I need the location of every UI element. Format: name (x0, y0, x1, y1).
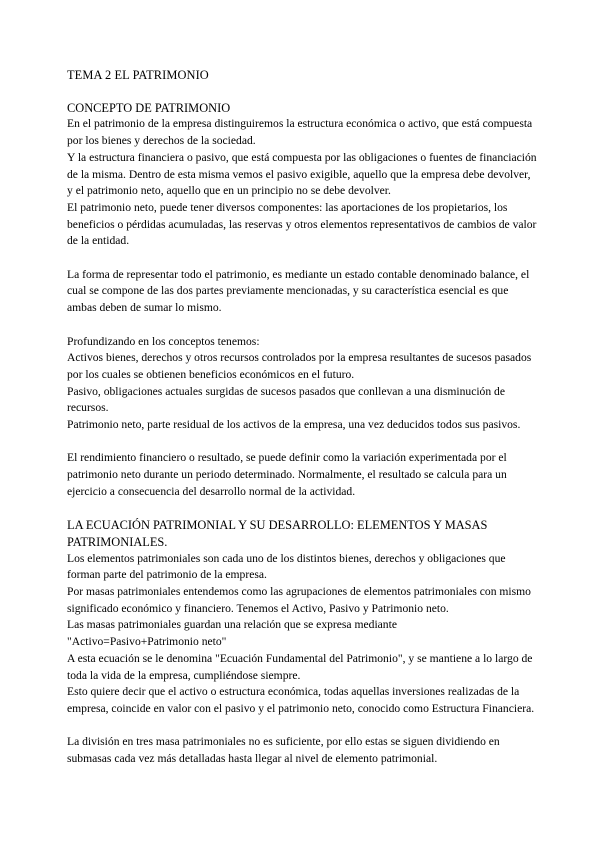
spacer (67, 434, 537, 451)
paragraph: La forma de representar todo el patrimonio, es mediante un estado contable denominado balance, el cual se compone de las dos partes previamente mencionadas, y su característica esencial es que ambas deben de sumar lo mismo. (67, 267, 530, 315)
section-heading-ecuacion: LA ECUACIÓN PATRIMONIAL Y SU DESARROLLO: ELEMENTOS Y MASAS PATRIMONIALES. (67, 518, 488, 549)
paragraph: La división en tres masa patrimoniales no es suficiente, por ello estas se siguen dividiendo en submasas cada vez más detalladas hasta llegar al nivel de elemento patrimonial. (67, 735, 500, 766)
paragraph: El patrimonio neto, puede tener diversos componentes: las aportaciones de los propietarios, los beneficios o pérdidas acumuladas, las reservas y otros elementos representativos de cambios de valor de la entidad. (67, 200, 537, 248)
document-body (67, 67, 537, 768)
spacer (67, 501, 537, 518)
spacer (67, 718, 537, 735)
paragraph: Y la estructura financiera o pasivo, que está compuesta por las obligaciones o fuentes de financiación de la misma. Dentro de esta misma vemos el pasivo exigible, aquello que la empresa debe devolver, y el patrimonio neto, aquello que en un principio no se debe devolver. (67, 150, 537, 198)
paragraph: Esto quiere decir que el activo o estructura económica, todas aquellas inversiones realizadas de la empresa, coincide en valor con el pasivo y el patrimonio neto, conocido como Estructura Financiera. (67, 685, 535, 715)
spacer (67, 250, 537, 267)
paragraph: A esta ecuación se le denomina "Ecuación Fundamental del Patrimonio", y se mantiene a lo largo de toda la vida de la empresa, cumpliéndose siempre. (67, 651, 533, 682)
paragraph: El rendimiento financiero o resultado, se puede definir como la variación experimentada por el patrimonio neto durante un periodo determinado. Normalmente, el resultado se calcula para un ejercicio a consecuencia del desarrollo normal de la actividad. (67, 451, 507, 498)
paragraph: Por masas patrimoniales entendemos como las agrupaciones de elementos patrimoniales con mismo significado económico y financiero. Tenemos el Activo, Pasivo y Patrimonio neto. (67, 585, 531, 615)
paragraph: Los elementos patrimoniales son cada uno de los distintos bienes, derechos y obligaciones que forman parte del patrimonio de la empresa. (67, 551, 506, 582)
paragraph: Las masas patrimoniales guardan una relación que se expresa mediante (67, 618, 397, 632)
paragraph: Patrimonio neto, parte residual de los activos de la empresa, una vez deducidos todos sus pasivos. (67, 418, 521, 432)
spacer (67, 317, 537, 334)
paragraph: En el patrimonio de la empresa distinguiremos la estructura económica o activo, que está compuesta por los bienes y derechos de la sociedad. (67, 117, 533, 148)
equation: "Activo=Pasivo+Patrimonio neto" (67, 635, 227, 649)
document-title: TEMA 2 EL PATRIMONIO (67, 68, 209, 82)
paragraph: Activos bienes, derechos y otros recursos controlados por la empresa resultantes de sucesos pasados por los cuales se obtienen beneficios económicos en el futuro. (67, 351, 532, 381)
paragraph: Pasivo, obligaciones actuales surgidas de sucesos pasados que conllevan a una disminución de recursos. (67, 384, 505, 415)
section-heading-concepto: CONCEPTO DE PATRIMONIO (67, 100, 231, 115)
paragraph: Profundizando en los conceptos tenemos: (67, 334, 260, 348)
